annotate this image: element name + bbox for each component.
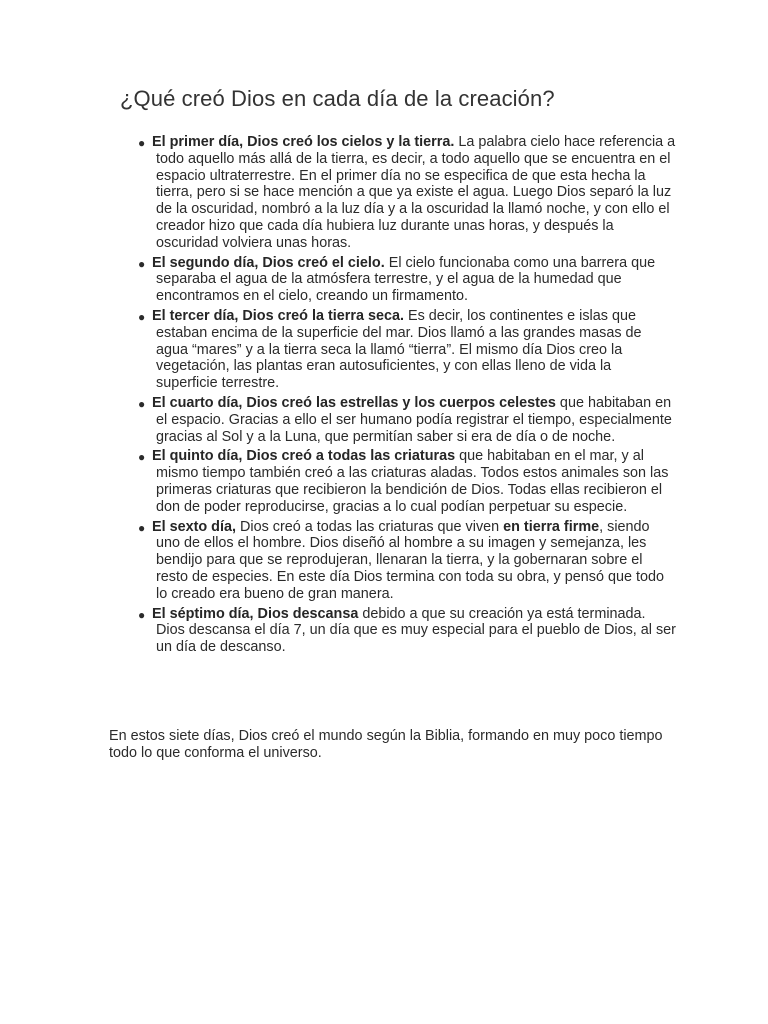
day-text: Dios creó a todas las criaturas que viven: [235, 518, 504, 535]
day-text: que habitaban en el mar, y al mismo tiempo también creó a las criaturas aladas. Todos estos animales son las primeras criaturas que recibieron la bendición de Dios. Todas ellas recibieron el don de poder reproducirse, gracias a lo cual podían perpetuar su especie.: [156, 448, 669, 515]
day-text: La palabra cielo hace referencia a todo aquello más allá de la tierra, es decir, a todo aquello que se encuentra en el espacio ultraterrestre. En el primer día no se especifica de que esta hecha la tierra, pero si se hace mención a que ya existe el agua. Luego Dios separó la luz de la oscuridad, nombró a la luz día y a la oscuridad la llamó noche, y con ello el creador hizo que cada día hubiera luz durante unas horas, y después la oscuridad volviera unas horas.: [156, 134, 676, 251]
bullet-icon: ●: [138, 607, 146, 622]
bullet-icon: ●: [138, 520, 146, 535]
creation-days-list: [138, 134, 676, 659]
page-title: ¿Qué creó Dios en cada día de la creación?: [120, 86, 555, 111]
closing-paragraph: En estos siete días, Dios creó el mundo según la Biblia, formando en muy poco tiempo todo lo que conforma el universo.: [109, 728, 663, 761]
day-text: El cielo funcionaba como una barrera que separaba el agua de la atmósfera terrestre, y el agua de la humedad que encontramos en el cielo, creando un firmamento.: [156, 254, 656, 305]
day-heading: El séptimo día, Dios descansa: [152, 605, 359, 622]
bullet-icon: ●: [138, 396, 146, 411]
list-item-day-2: [138, 254, 676, 305]
day-text: que habitaban en el espacio. Gracias a ello el ser humano podía registrar el tiempo, especialmente gracias al Sol y a la Luna, que permitían saber si era de día o de noche.: [156, 394, 672, 445]
bullet-icon: ●: [138, 309, 146, 324]
bullet-icon: ●: [138, 256, 146, 271]
day-text-continued: , siendo uno de ellos el hombre. Dios diseñó al hombre a su imagen y semejanza, les bendijo para que se reprodujeran, llenaran la tierra, y la gobernaran sobre el resto de especies. En este día Dios termina con toda su obra, y pensó que todo lo creado era bueno de gran manera.: [156, 518, 664, 602]
day-heading: El cuarto día, Dios creó las estrellas y los cuerpos celestes: [152, 394, 556, 411]
list-item-day-5: [138, 448, 676, 515]
day-heading: El quinto día, Dios creó a todas las criaturas: [152, 448, 456, 465]
list-item-day-1: [138, 134, 676, 252]
list-item-day-3: [138, 307, 676, 392]
day-text: Es decir, los continentes e islas que estaban encima de la superficie del mar. Dios llamó a las grandes masas de agua “mares” y a la tierra seca la llamó “tierra”. El mismo día Dios creo la vegetación, las plantas eran autosuficientes, y con ellas lleno de vida la superficie terrestre.: [156, 307, 642, 392]
day-heading: El segundo día, Dios creó el cielo.: [152, 254, 385, 271]
day-heading: El sexto día,: [152, 518, 236, 535]
day-text: debido a que su creación ya está terminada. Dios descansa el día 7, un día que es muy especial para el pueblo de Dios, al ser un día de descanso.: [156, 605, 676, 656]
bullet-icon: ●: [138, 136, 146, 150]
day-heading: El tercer día, Dios creó la tierra seca.: [152, 307, 404, 324]
day-emphasis: en tierra firme: [503, 518, 600, 535]
list-item-day-6: [138, 518, 676, 603]
day-heading: El primer día, Dios creó los cielos y la tierra.: [152, 134, 455, 150]
list-item-day-7: [138, 605, 676, 656]
bullet-icon: ●: [138, 450, 146, 465]
list-item-day-4: [138, 394, 676, 445]
